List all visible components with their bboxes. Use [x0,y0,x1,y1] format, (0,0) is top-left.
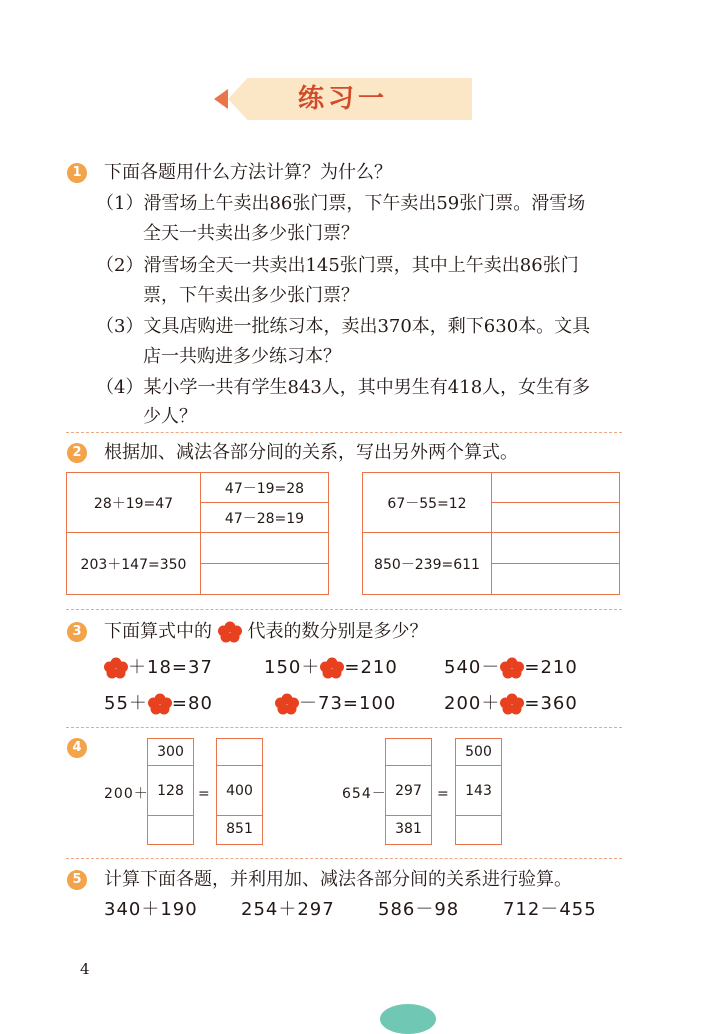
q4-left-b-2: 400 [217,766,262,816]
q1-item-2-line2: 票，下午卖出多少张门票？ [143,285,359,306]
q2-blank-cell[interactable] [492,533,620,564]
q3-equation-5 [275,692,396,716]
question-number-4: 4 [67,738,87,758]
question-number-3: 3 [67,622,87,642]
q4-left-column-a [147,738,194,845]
q5-stem: 计算下面各题，并利用加、减法各部分间的关系进行验算。 [104,869,572,890]
question-number-5: 5 [67,870,87,890]
q2-blank-cell[interactable] [201,564,329,595]
flower-icon [320,657,344,679]
q1-item-4-line1: （4）某小学一共有学生843人，其中男生有418人，女生有多 [96,377,591,398]
q4-right-column-b [455,738,502,845]
q4-left-column-b [216,738,263,845]
flower-icon [500,693,524,715]
q3-equation-1 [104,656,213,680]
q1-item-3-line1: （3）文具店购进一批练习本，卖出370本，剩下630本。文具 [96,316,591,337]
flower-icon [275,693,299,715]
q3-equation-5-text: －73=100 [299,693,397,714]
q3-equation-4 [104,692,213,716]
q5-expression-1: 340＋190 [104,899,198,920]
flower-icon [218,621,242,643]
q3-equation-4-left: 55＋ [104,693,148,714]
q3-equation-6 [444,692,578,716]
page-title: 练习一 [297,84,388,114]
q1-stem: 下面各题用什么方法计算？为什么？ [104,162,392,183]
q4-right-prefix: 654－ [342,786,387,802]
q1-item-1-line2: 全天一共卖出多少张门票？ [143,223,359,244]
q4-right-equals: = [437,786,450,802]
q4-right-column-a [385,738,432,845]
decorative-arc [380,1004,436,1034]
q1-item-2-line1: （2）滑雪场全天一共卖出145张门票，其中上午卖出86张门 [96,255,579,276]
q2-left-table [66,472,329,595]
q1-item-3-line2: 店一共购进多少练习本？ [143,346,341,367]
q3-equation-3-left: 540－ [444,657,501,678]
q1-item-4-line2: 少人？ [143,406,197,427]
q2-left-equation-2: 203＋147=350 [67,533,201,595]
q3-equation-2-right: =210 [344,657,398,678]
q5-expression-2: 254＋297 [241,899,335,920]
q3-stem [104,620,427,644]
q2-left-derived-1: 47－19=28 [201,473,329,503]
q4-right-a-1[interactable] [386,739,431,766]
q3-equation-3-right: =210 [524,657,578,678]
q4-left-a-2: 128 [148,766,193,816]
q3-equation-4-right: =80 [171,693,213,714]
q4-left-equals: = [198,786,211,802]
flower-icon [148,693,172,715]
divider [66,609,622,610]
q3-equation-6-left: 200＋ [444,693,501,714]
q3-equation-6-right: =360 [524,693,578,714]
q2-blank-cell[interactable] [492,503,620,533]
q4-left-a-3[interactable] [148,816,193,843]
q3-equation-2 [264,656,398,680]
divider [66,727,622,728]
divider [66,432,622,433]
q2-left-equation-1: 28＋19=47 [67,473,201,533]
q2-stem: 根据加、减法各部分间的关系，写出另外两个算式。 [104,442,518,463]
q1-item-1-line1: （1）滑雪场上午卖出86张门票，下午卖出59张门票。滑雪场 [96,193,586,214]
q2-right-equation-1: 67－55=12 [363,473,492,533]
q5-expression-3: 586－98 [378,899,460,920]
q3-equation-3 [444,656,578,680]
q2-right-equation-2: 850－239=611 [363,533,492,595]
q4-right-a-3: 381 [395,821,422,837]
q2-right-table [362,472,620,595]
flower-icon [500,657,524,679]
q2-blank-cell[interactable] [492,473,620,503]
q3-stem-part-b: 代表的数分别是多少？ [247,621,428,642]
page-number: 4 [80,960,90,978]
q4-left-b-3: 851 [226,821,253,837]
q2-blank-cell[interactable] [201,533,329,564]
q3-equation-2-left: 150＋ [264,657,321,678]
q4-right-b-1: 500 [456,739,501,766]
question-number-2: 2 [67,443,87,463]
flower-icon [104,657,128,679]
title-banner [214,78,472,120]
q3-stem-part-a: 下面算式中的 [104,621,212,642]
q2-left-derived-2: 47－28=19 [201,503,329,533]
divider [66,858,622,859]
q5-expression-4: 712－455 [503,899,597,920]
question-number-1: 1 [67,163,87,183]
q4-right-a-2: 297 [386,766,431,816]
q4-left-b-1[interactable] [217,739,262,766]
q4-left-a-1: 300 [148,739,193,766]
q2-blank-cell[interactable] [492,564,620,595]
q4-right-b-3[interactable] [456,816,501,843]
q3-equation-1-text: ＋18=37 [128,657,213,678]
q4-right-b-2: 143 [456,766,501,816]
q4-left-prefix: 200＋ [104,786,149,802]
